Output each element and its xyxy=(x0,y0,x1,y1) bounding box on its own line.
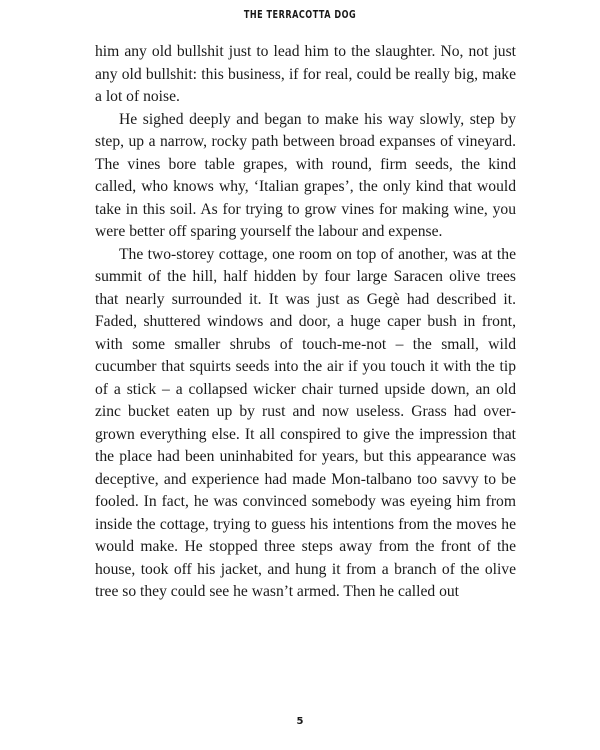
running-head: THE TERRACOTTA DOG xyxy=(243,8,357,21)
paragraph-2: He sighed deeply and began to make his way slowly, step by step, up a narrow, rocky path between broad expanses of vineyard. The vines bore table grapes, with round, firm seeds, the kind called, who knows why, ‘Italian grapes’, the only kind that would take in this soil. As for trying to grow vines for making wine, you were better off sparing yourself the labour and expense. xyxy=(95,110,516,240)
body-text xyxy=(95,41,516,604)
paragraph-1: him any old bullshit just to lead him to the slaughter. No, not just any old bullshit: this business, if for real, could be really big, make a lot of noise. xyxy=(95,43,516,105)
page-number: 5 xyxy=(296,716,304,727)
paragraph-3: The two-storey cottage, one room on top of another, was at the summit of the hill, half hidden by four large Saracen olive trees that nearly surrounded it. It was just as Gegè had described it. Faded, shuttered windows and door, a huge caper bush in front, with some smaller shrubs of touch-me-not – the small, wild cucumber that squirts seeds into the air if you touch it with the tip of a stick – a collapsed wicker chair turned upside down, an old zinc bucket eaten up by rust and now useless. Grass had over-grown everything else. It all conspired to give the impression that the place had been uninhabited for years, but this appearance was deceptive, and experience had made Mon-talbano too savvy to be fooled. In fact, he was convinced somebody was eyeing him from inside the cottage, trying to guess his intentions from the moves he would make. He stopped three steps away from the front of the house, took off his jacket, and hung it from a branch of the olive tree so they could see he wasn’t armed. Then he called out xyxy=(95,245,516,600)
